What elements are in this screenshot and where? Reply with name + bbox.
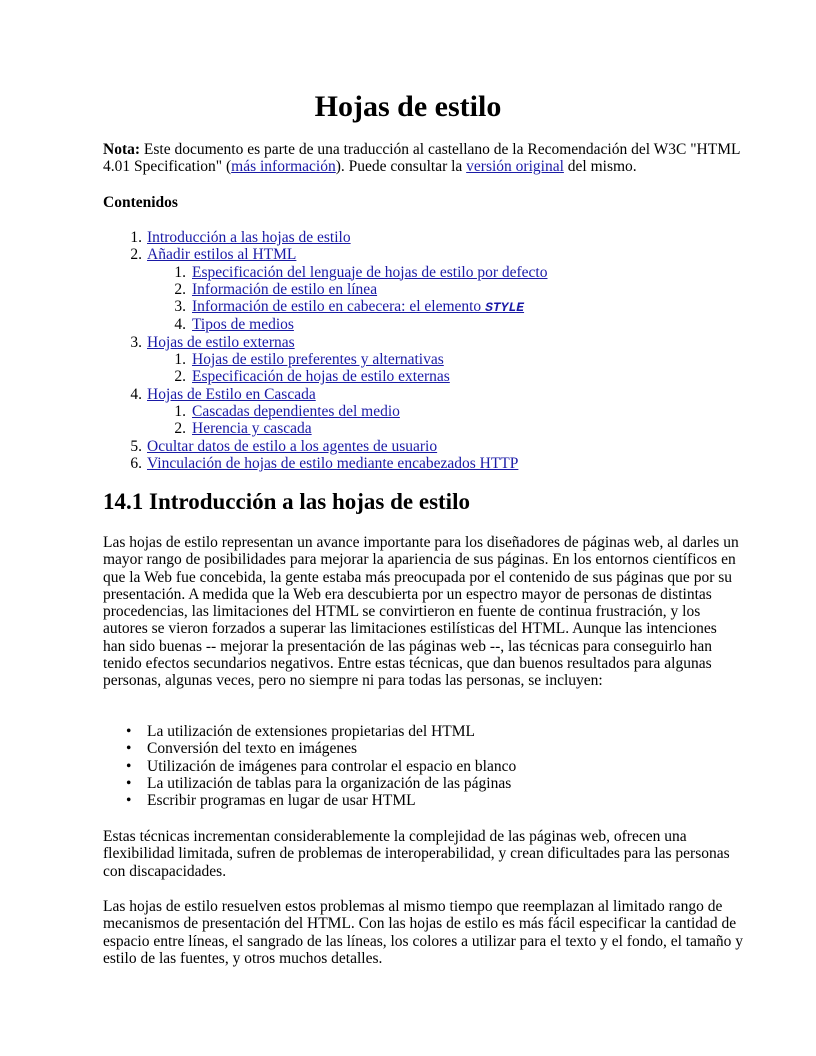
toc-link[interactable] <box>192 403 400 420</box>
toc-item-number: 1. <box>130 229 142 246</box>
list-item-text: Utilización de imágenes para controlar el espacio en blanco <box>147 757 517 775</box>
toc-item-number: 5. <box>130 437 142 455</box>
contents-heading: Contenidos <box>103 194 178 211</box>
toc-item <box>103 420 743 437</box>
toc-sublist <box>103 264 743 334</box>
toc-item <box>103 386 743 403</box>
translation-note <box>103 141 743 176</box>
toc-link[interactable] <box>147 246 296 263</box>
toc-link-label: Información de estilo en línea <box>192 280 378 298</box>
toc-item <box>103 298 743 316</box>
list-item <box>103 758 743 775</box>
note-label: Nota: <box>103 141 141 158</box>
toc-link-element-name: STYLE <box>485 300 525 316</box>
list-item-text: Escribir programas en lugar de usar HTML <box>147 792 416 810</box>
toc-item <box>103 351 743 368</box>
toc-link[interactable] <box>192 316 294 333</box>
toc-link[interactable] <box>147 229 351 246</box>
original-version-link[interactable]: versión original <box>466 158 564 176</box>
toc-link-label: Herencia y cascada <box>192 420 312 438</box>
toc-link[interactable] <box>147 386 316 403</box>
toc-item <box>103 316 743 333</box>
toc-link[interactable] <box>192 420 312 437</box>
note-text-2: ). Puede consultar la <box>335 158 467 176</box>
bullet-icon: • <box>126 774 132 792</box>
list-item-text: La utilización de extensiones propietarias del HTML <box>147 723 475 740</box>
toc-item-number: 4. <box>174 316 186 334</box>
toc-item <box>103 334 743 351</box>
toc-sublist <box>103 403 743 438</box>
bullet-icon: • <box>126 792 132 810</box>
toc-link-label: Especificación del lenguaje de hojas de estilo por defecto <box>192 263 548 281</box>
toc-item-number: 1. <box>174 351 186 369</box>
toc-item <box>103 264 743 281</box>
toc-link-label: Introducción a las hojas de estilo <box>147 229 351 246</box>
bullet-icon: • <box>126 757 132 775</box>
toc-link-label: Ocultar datos de estilo a los agentes de usuario <box>147 437 438 455</box>
toc-item-number: 2. <box>174 420 186 438</box>
toc-link[interactable] <box>192 351 444 368</box>
toc-item-number: 6. <box>130 454 142 472</box>
intro-paragraph: Las hojas de estilo representan un avance importante para los diseñadores de páginas web, al darles un mayor rango de posibilidades para mejorar la apariencia de sus páginas. En los entornos científicos en que la Web fue concebida, la gente estaba más preocupada por el contenido de sus páginas que por su presentación. A medida que la Web era descubierta por un espectro mayor de personas de distintas procedencias, las limitaciones del HTML se convirtieron en fuente de continua frustración, y los autores se vieron forzados a superar las limitaciones estilísticas del HTML. Aunque las intenciones han sido buenas -- mejorar la presentación de las páginas web --, las técnicas para conseguirlo han tenido efectos secundarios negativos. Entre estas técnicas, que dan buenos resultados para algunas personas, algunas veces, pero no siempre ni para todas las personas, se incluyen: <box>103 534 739 690</box>
toc-link-label: Información de estilo en cabecera: el elemento <box>192 298 486 316</box>
table-of-contents <box>103 229 743 472</box>
toc-link[interactable] <box>192 368 450 385</box>
toc-link-label: Vinculación de hojas de estilo mediante encabezados HTTP <box>147 454 519 472</box>
toc-sublist <box>103 351 743 386</box>
list-item <box>103 792 743 809</box>
techniques-list <box>103 723 743 809</box>
toc-item <box>103 368 743 385</box>
paragraph-techniques-complexity: Estas técnicas incrementan considerablemente la complejidad de las páginas web, ofrecen una flexibilidad limitada, sufren de problemas de interoperabilidad, y crean dificultades para las personas con discapacidades. <box>103 828 730 880</box>
section-heading: 14.1 Introducción a las hojas de estilo <box>103 489 470 514</box>
bullet-icon: • <box>126 723 132 740</box>
toc-link-label: Añadir estilos al HTML <box>147 246 297 264</box>
toc-item-number: 2. <box>174 280 186 298</box>
toc-item <box>103 281 743 298</box>
toc-item <box>103 455 743 472</box>
list-item-text: La utilización de tablas para la organización de las páginas <box>147 774 512 792</box>
toc-item-number: 1. <box>174 263 186 281</box>
toc-link[interactable] <box>192 281 377 298</box>
note-text-3: del mismo. <box>563 158 637 176</box>
toc-item-number: 1. <box>174 402 186 420</box>
toc-item-number: 3. <box>174 298 186 316</box>
toc-item <box>103 246 743 263</box>
list-item-text: Conversión del texto en imágenes <box>147 740 358 758</box>
more-info-link[interactable]: más información <box>231 158 336 176</box>
toc-link-label: Hojas de estilo preferentes y alternativas <box>192 351 444 369</box>
toc-link[interactable] <box>192 298 524 315</box>
note-text-1: Este documento es parte de una traducción al castellano de la Recomendación del W3C "HTML 4.01 Specification" ( <box>103 141 740 176</box>
paragraph-stylesheets-solve: Las hojas de estilo resuelven estos problemas al mismo tiempo que reemplazan al limitado rango de mecanismos de presentación del HTML. Con las hojas de estilo es más fácil especificar la cantidad de espacio entre líneas, el sangrado de las líneas, los colores a utilizar para el texto y el fondo, el tamaño y estilo de las fuentes, y otros muchos detalles. <box>103 898 744 967</box>
toc-item-number: 3. <box>130 333 142 351</box>
toc-link-label: Hojas de Estilo en Cascada <box>147 385 316 403</box>
toc-item <box>103 229 743 246</box>
list-item <box>103 723 743 740</box>
toc-link[interactable] <box>192 264 548 281</box>
toc-item <box>103 438 743 455</box>
toc-link[interactable] <box>147 455 518 472</box>
toc-link-label: Hojas de estilo externas <box>147 333 295 351</box>
toc-link-label: Cascadas dependientes del medio <box>192 402 400 420</box>
toc-item <box>103 403 743 420</box>
toc-link[interactable] <box>147 438 437 455</box>
page-title: Hojas de estilo <box>314 90 502 123</box>
list-item <box>103 775 743 792</box>
toc-item-number: 4. <box>130 385 142 403</box>
toc-link-label: Especificación de hojas de estilo externas <box>192 368 450 386</box>
toc-item-number: 2. <box>130 246 142 264</box>
toc-link-label: Tipos de medios <box>192 316 294 334</box>
toc-item-number: 2. <box>174 368 186 386</box>
toc-link[interactable] <box>147 334 295 351</box>
list-item <box>103 740 743 757</box>
bullet-icon: • <box>126 740 132 758</box>
